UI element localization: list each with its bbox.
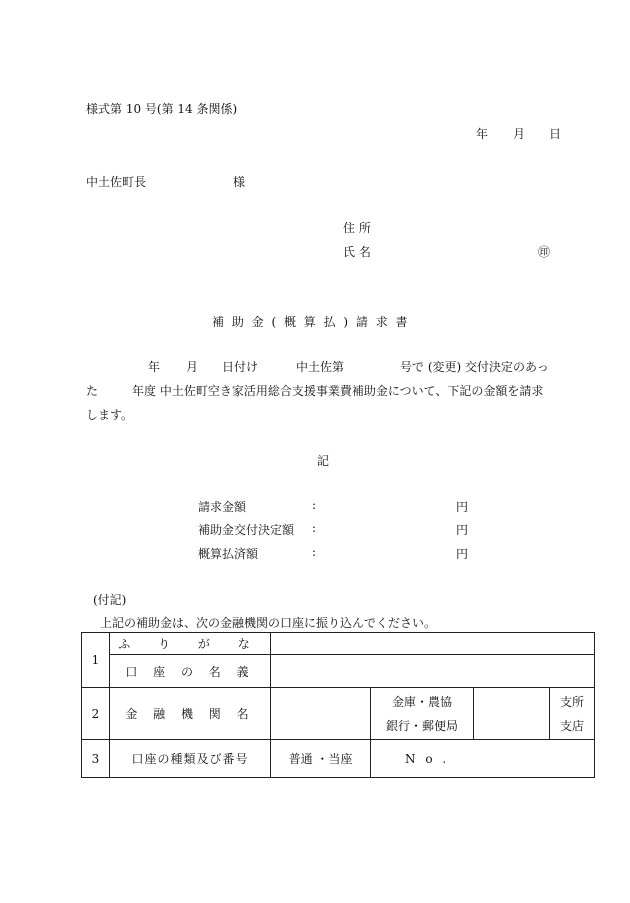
account-type-label: 口座の種類及び番号 — [110, 740, 271, 778]
addressee-honorific: 様 — [233, 175, 246, 189]
amount-colon: : — [312, 498, 317, 512]
date-day: 日 — [549, 127, 562, 141]
note-text: 上記の補助金は、次の金融機関の口座に振り込んでください。 — [100, 616, 437, 630]
name-label: 氏 名 — [343, 245, 371, 259]
bank-name-field[interactable] — [271, 688, 371, 740]
body-prefix: 中土佐第 — [296, 360, 345, 374]
account-number-field[interactable]: N o . — [371, 740, 595, 778]
amount-unit: 円 — [456, 523, 469, 537]
institution-type-a[interactable]: 金庫・農協 — [391, 694, 452, 709]
row-number: 3 — [82, 740, 110, 778]
body-line1-rest: 号で (変更) 交付決定のあっ — [400, 360, 549, 374]
institution-type-b[interactable]: 銀行・郵便局 — [385, 718, 458, 733]
note-heading: (付記) — [93, 593, 127, 607]
amount-colon: : — [312, 521, 317, 535]
body-day: 日付け — [222, 360, 259, 374]
document-title: 補 助 金 ( 概 算 払 ) 請 求 書 — [212, 315, 410, 329]
branch-type-a[interactable]: 支所 — [559, 694, 584, 709]
bank-name-label: 金 融 機 関 名 — [110, 688, 271, 740]
addressee-name: 中土佐町長 — [86, 175, 147, 189]
table-row — [82, 740, 595, 778]
body-year: 年 — [148, 360, 161, 374]
ki-heading: 記 — [317, 454, 330, 468]
amount-colon: : — [312, 545, 317, 559]
table-row — [82, 655, 595, 688]
body-month: 月 — [186, 360, 199, 374]
date-year: 年 — [476, 127, 489, 141]
branch-type-b[interactable]: 支店 — [559, 718, 584, 733]
address-label: 住 所 — [343, 221, 371, 235]
furigana-field[interactable] — [271, 633, 595, 655]
bank-account-table — [81, 632, 595, 778]
branch-type-cell — [550, 688, 595, 740]
amount-label: 請求金額 — [198, 500, 247, 514]
amount-unit: 円 — [456, 500, 469, 514]
amount-unit: 円 — [456, 547, 469, 561]
body-line3: します。 — [86, 408, 134, 422]
furigana-label: ふ り が な — [110, 633, 271, 655]
amount-label: 概算払済額 — [198, 547, 259, 561]
table-row — [82, 633, 595, 655]
seal-mark: ㊞ — [538, 245, 551, 259]
date-month: 月 — [513, 127, 526, 141]
account-kind-choice[interactable]: 普通 ・当座 — [271, 740, 371, 778]
row-number: 1 — [82, 633, 110, 688]
account-holder-field[interactable] — [271, 655, 595, 688]
branch-name-field[interactable] — [474, 688, 550, 740]
row-number: 2 — [82, 688, 110, 740]
body-line2-rest: 年度 中土佐町空き家活用総合支援事業費補助金について、下記の金額を請求 — [132, 384, 544, 398]
body-ta: た — [86, 384, 99, 398]
account-holder-label: 口 座 の 名 義 — [110, 655, 271, 688]
institution-type-cell — [371, 688, 474, 740]
amount-label: 補助金交付決定額 — [198, 523, 295, 537]
table-row — [82, 688, 595, 740]
form-number: 様式第 10 号(第 14 条関係) — [86, 102, 238, 116]
